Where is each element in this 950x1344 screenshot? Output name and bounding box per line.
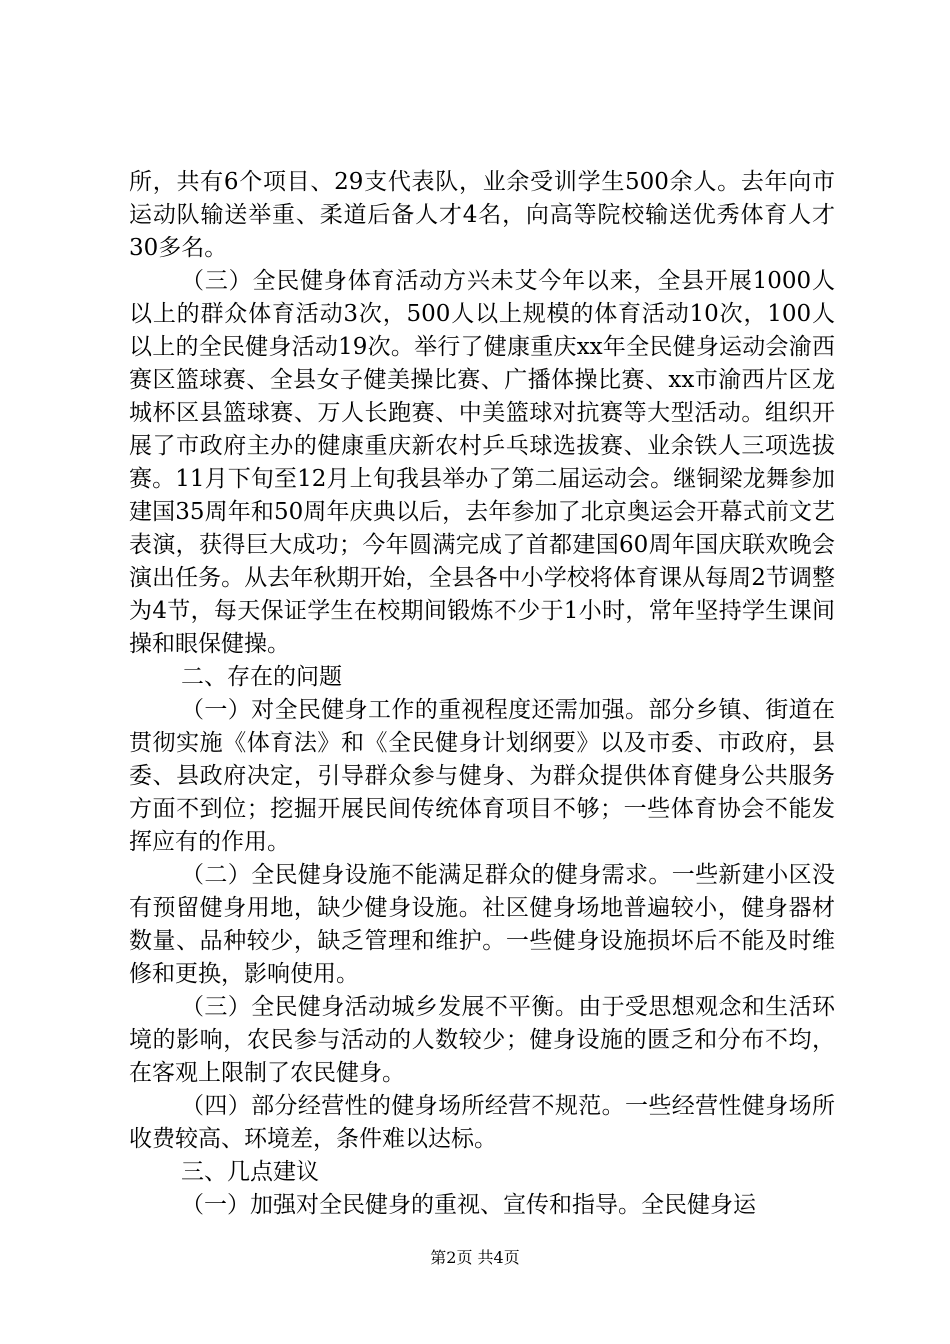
paragraph-problem-2: （二）全民健身设施不能满足群众的健身需求。一些新建小区没有预留健身用地，缺少健身设施。社区健身场地普遍较小，健身器材数量、品种较少，缺乏管理和维护。一些健身设施损坏后不能及时维修和更换，影响使用。	[129, 862, 835, 987]
paragraph-problem-3: （三）全民健身活动城乡发展不平衡。由于受思想观念和生活环境的影响，农民参与活动的人数较少；健身设施的匮乏和分布不均，在客观上限制了农民健身。	[129, 994, 835, 1086]
heading-suggestions: 三、几点建议	[181, 1159, 319, 1185]
document-body	[129, 166, 835, 1222]
paragraph-suggestion-1: （一）加强对全民健身的重视、宣传和指导。全民健身运	[181, 1192, 756, 1218]
page-number-footer: 第2页 共4页	[430, 1248, 520, 1267]
heading-existing-problems: 二、存在的问题	[181, 664, 342, 690]
paragraph-problem-4: （四）部分经营性的健身场所经营不规范。一些经营性健身场所收费较高、环境差，条件难以达标。	[129, 1093, 835, 1152]
paragraph-section-3-activities: （三）全民健身体育活动方兴未艾今年以来，全县开展1000人以上的群众体育活动3次，500人以上规模的体育活动10次，100人以上的全民健身活动19次。举行了健康重庆xx年全民健身运动会渝西赛区篮球赛、全县女子健美操比赛、广播体操比赛、xx市渝西片区龙城杯区县篮球赛、万人长跑赛、中美篮球对抗赛等大型活动。组织开展了市政府主办的健康重庆新农村乒乓球选拔赛、业余铁人三项选拔赛。11月下旬至12月上旬我县举办了第二届运动会。继铜梁龙舞参加建国35周年和50周年庆典以后，去年参加了北京奥运会开幕式前文艺表演，获得巨大成功；今年圆满完成了首都建国60周年国庆联欢晚会演出任务。从去年秋期开始，全县各中小学校将体育课从每周2节调整为4节，每天保证学生在校期间锻炼不少于1小时，常年坚持学生课间操和眼保健操。	[129, 268, 835, 657]
paragraph-problem-1: （一）对全民健身工作的重视程度还需加强。部分乡镇、街道在贯彻实施《体育法》和《全民健身计划纲要》以及市委、市政府，县委、县政府决定，引导群众参与健身、为群众提供体育健身公共服务方面不到位；挖掘开展民间传统体育项目不够；一些体育协会不能发挥应有的作用。	[129, 697, 835, 855]
paragraph-continuation: 所，共有6个项目、29支代表队，业余受训学生500余人。去年向市运动队输送举重、柔道后备人才4名，向高等院校输送优秀体育人才30多名。	[129, 169, 835, 261]
